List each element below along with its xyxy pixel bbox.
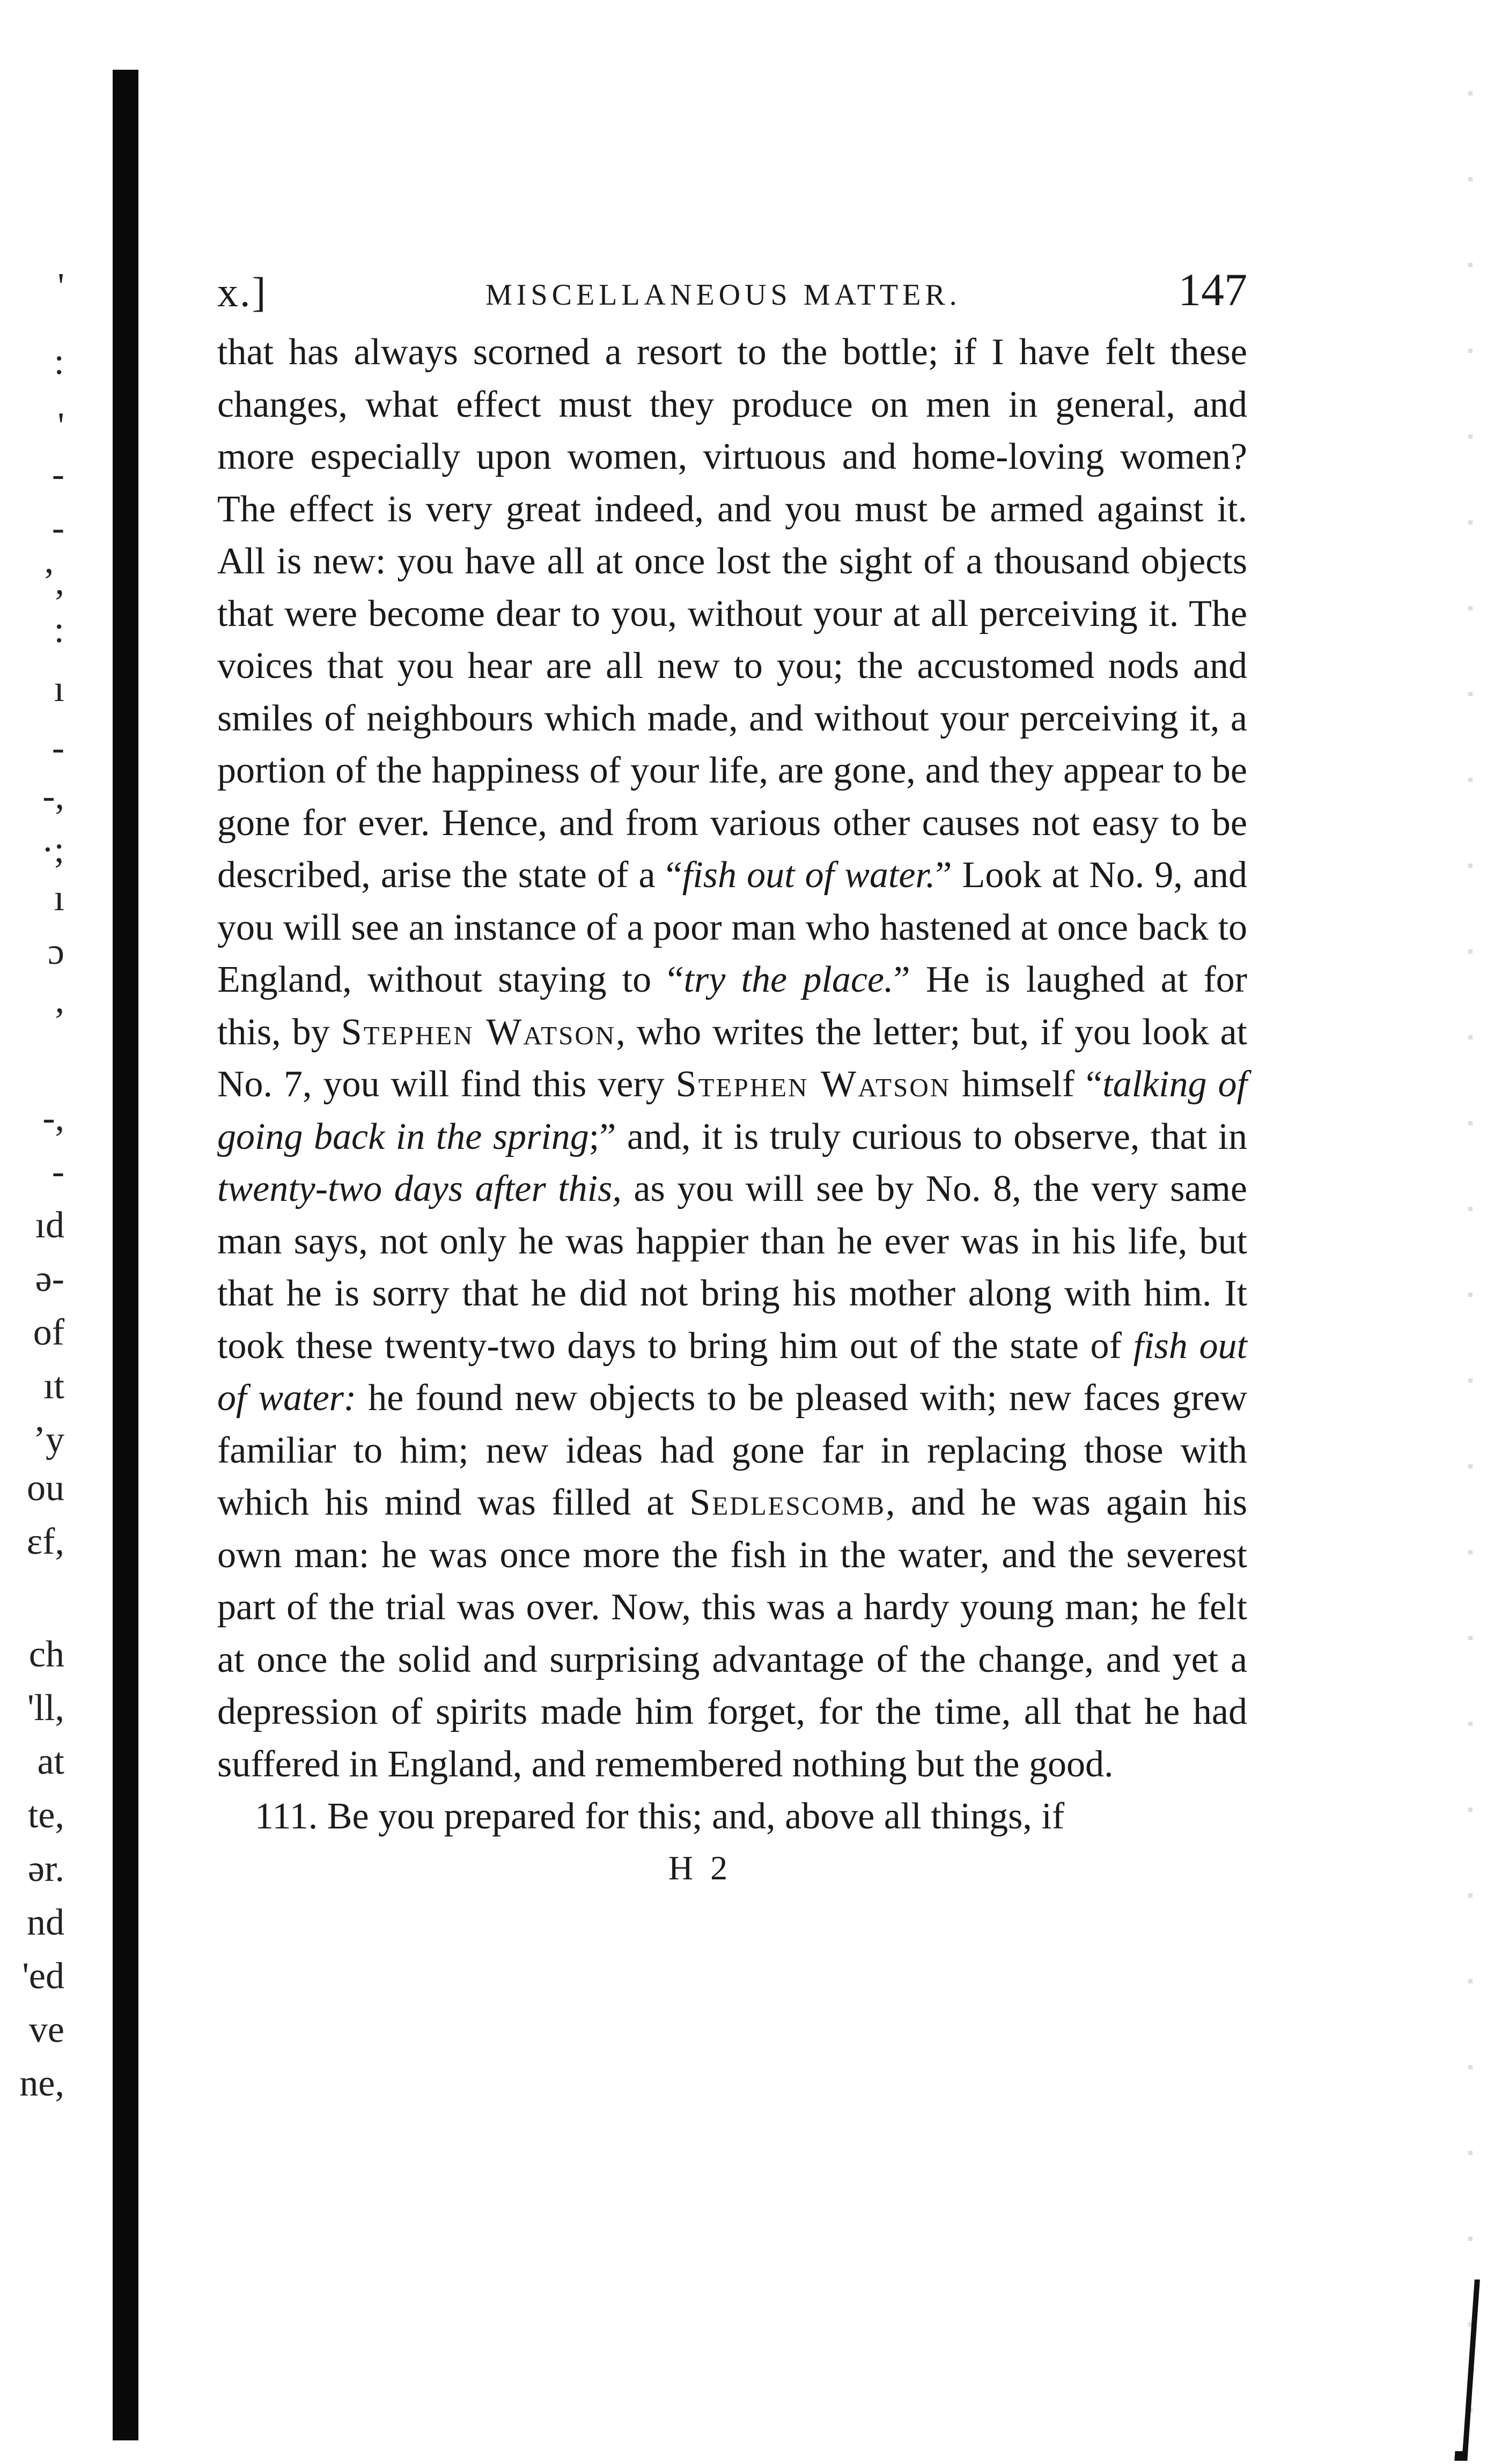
text-run: , and he was again his own man: he was once more the fish in the water, and the severest part of the trial was over. Now, this was a hardy young man; he felt at once the solid and surprising advantage of the change, and yet a depression of spirits made him forget, for the time, all that he had suffered in England, and remembered nothing but the good. (217, 1482, 1247, 1785)
margin-fragment: of (33, 1312, 64, 1353)
margin-fragment: : (54, 609, 64, 651)
text-run: ;” and, it is truly curious to observe, that in (588, 1116, 1247, 1157)
margin-fragment: - (51, 507, 64, 549)
margin-fragment: ’y (33, 1419, 64, 1460)
name-small-caps: Stephen Watson (341, 1011, 616, 1053)
margin-fragment: ' (57, 405, 64, 447)
margin-fragment: ər. (27, 1848, 64, 1890)
text-run: ” Look at No. 9, and you will see an instance of a poor man who hastened at once back to England, without staying to “ (217, 854, 1247, 1000)
margin-fragment: - (51, 727, 64, 769)
book-page (217, 257, 1247, 1888)
margin-fragment: , (55, 979, 64, 1021)
margin-fragment: 'ed (22, 1956, 64, 1997)
italic-phrase: fish out of water. (682, 854, 936, 896)
margin-fragment: - (51, 1151, 64, 1192)
margin-fragment: ı (54, 668, 64, 710)
text-run: that has always scorned a resort to the bottle; if I have felt these changes, what effect must they produce on men in general, and more especially upon women, virtuous and home-loving women? The effect is very great indeed, and you must be armed against it. All is new: you have all at once lost the sight of a thousand objects that were become dear to you, without your at all perceiving it. The voices that you hear are all new to you; the accustomed nods and smiles of neighbours which made, and without your perceiving it, a portion of the happiness of your life, are gone, and they appear to be gone for ever. Hence, and from various other causes not easy to be described, arise the state of a “ (217, 331, 1247, 896)
margin-fragment: ı (54, 877, 64, 919)
margin-fragment: ɔ (47, 931, 64, 972)
margin-fragment: nd (27, 1902, 64, 1943)
chapter-marker: x.] (217, 269, 268, 315)
page-number: 147 (1178, 264, 1247, 315)
margin-fragment: ’, (42, 561, 64, 602)
margin-fragment: : (54, 341, 64, 382)
margin-fragment: ıt (43, 1366, 64, 1407)
text-run: himself “ (951, 1064, 1103, 1105)
margin-fragment: ıd (35, 1205, 64, 1246)
signature-mark: H 2 (668, 1848, 732, 1887)
margin-fragment: ·; (41, 829, 64, 870)
text-run: as you will see by No. 8, the very same man says, not only he was happier than he ever was in his life, but that he is sorry that he did not bring his mother along with him. It took these twenty-two days to bring him out of the state of (217, 1168, 1247, 1367)
margin-fragment: ne, (19, 2063, 64, 2104)
italic-phrase: talking of going back in the spring (217, 1064, 1247, 1157)
text-run: he found new objects to be pleased with; new faces grew familiar to him; new ideas had gone far in replacing those with which his mind was filled at (217, 1377, 1247, 1523)
binding-edge (113, 70, 138, 2440)
italic-phrase: fish out of water: (217, 1325, 1247, 1419)
margin-fragment: ' (57, 266, 64, 307)
text-run: ” He is laughed at for this, by (217, 959, 1247, 1053)
margin-fragment: ‑, (42, 1097, 64, 1139)
margin-fragment: ɛf, (26, 1521, 64, 1562)
page-edge-right (1468, 54, 1473, 2414)
margin-fragment: ou (27, 1467, 64, 1509)
italic-phrase: try the place. (683, 959, 894, 1000)
place-small-caps: Sedlescomb (689, 1482, 886, 1523)
body-text (217, 326, 1247, 1843)
adjacent-page-fragments (0, 0, 70, 2464)
running-title: MISCELLANEOUS MATTER. (485, 278, 961, 312)
running-head (217, 257, 1247, 322)
margin-fragment: 'll, (27, 1687, 64, 1729)
margin-fragment: at (37, 1741, 64, 1782)
paragraph-111: 111. Be you prepared for this; and, above all things, if (255, 1796, 1065, 1837)
margin-fragment: ch (28, 1634, 64, 1675)
margin-fragment: te, (27, 1795, 64, 1836)
margin-fragment: ə- (35, 1258, 64, 1300)
page-corner-mark (1454, 2279, 1480, 2461)
margin-fragment: ve (28, 2009, 64, 2050)
text-run: , who writes the letter; but, if you look at No. 7, you will find this very (217, 1011, 1248, 1105)
italic-phrase: twenty-two days after this, (217, 1168, 622, 1209)
margin-fragment: -, (42, 776, 64, 817)
name-small-caps: Stephen Watson (675, 1064, 951, 1105)
paragraph-110 (217, 326, 1247, 1790)
margin-fragment: - (51, 454, 64, 495)
